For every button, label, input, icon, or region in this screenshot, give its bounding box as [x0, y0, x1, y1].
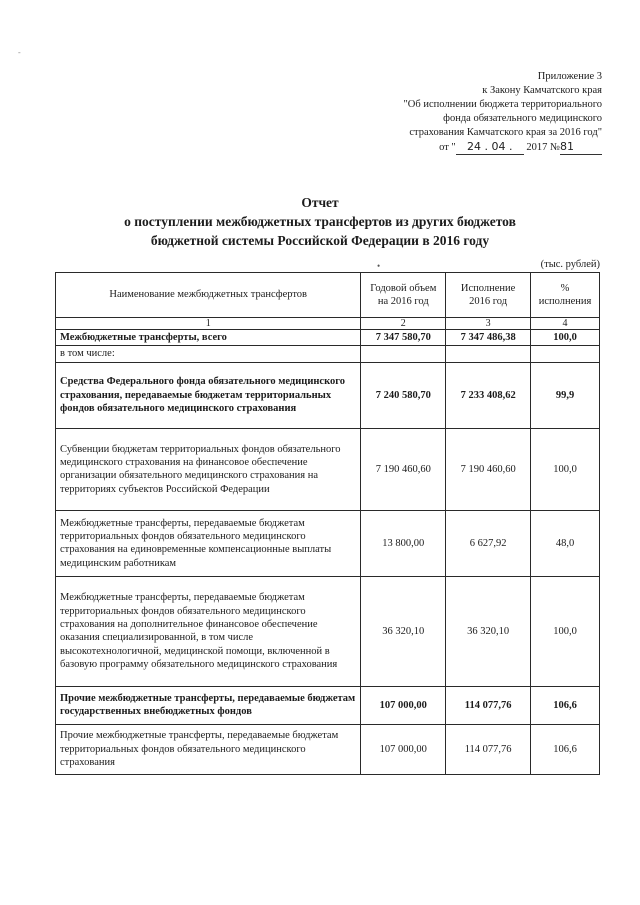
row-percent: 100,0 [531, 576, 600, 686]
units-label: (тыс. рублей) [540, 259, 600, 270]
row-plan: 36 320,10 [361, 576, 446, 686]
table-row-compensation [56, 510, 600, 576]
col-number-1: 1 [56, 318, 361, 330]
row-actual: 36 320,10 [446, 576, 531, 686]
row-actual: 114 077,76 [446, 724, 531, 774]
row-plan: 7 347 580,70 [361, 330, 446, 346]
date-prefix: от " [439, 142, 456, 153]
row-plan: 13 800,00 [361, 510, 446, 576]
row-percent: 106,6 [531, 686, 600, 724]
row-name: Межбюджетные трансферты, всего [56, 330, 361, 346]
row-actual: 6 627,92 [446, 510, 531, 576]
row-name: Межбюджетные трансферты, передаваемые бюджетам территориальных фондов обязательного медицинского страхования на единовременные компенсационные выплаты медицинским работникам [56, 510, 361, 576]
row-name: Средства Федерального фонда обязательного медицинского страхования, передаваемые бюджетам территориальных фондов обязательного медицинского страхования [56, 362, 361, 428]
date-handwritten: 24 . 04 . [456, 140, 524, 155]
table-row-specialized-care [56, 576, 600, 686]
row-actual: 7 233 408,62 [446, 362, 531, 428]
row-name: Прочие межбюджетные трансферты, передаваемые бюджетам государственных внебюджетных фондов [56, 686, 361, 724]
law-title-line-1: "Об исполнении бюджета территориального [403, 99, 602, 110]
table-row-other-state-funds [56, 686, 600, 724]
row-name: Межбюджетные трансферты, передаваемые бюджетам территориальных фондов обязательного медицинского страхования на дополнительное финансовое обеспечение оказания специализированной, в том числе высокотехнологичной, медицинской помощи, включенной в базовую программу обязательного медицинского страхования [56, 576, 361, 686]
row-actual: 114 077,76 [446, 686, 531, 724]
law-title-line-2: фонда обязательного медицинского [443, 113, 602, 124]
row-plan: 7 240 580,70 [361, 362, 446, 428]
col-header-name: Наименование межбюджетных трансфертов [56, 273, 361, 318]
scan-dot: • [377, 261, 381, 271]
row-name: Субвенции бюджетам территориальных фондов обязательного медицинского страхования на финансовое обеспечение организации обязательного медицинского страхования на территориях субъектов Российской Федерации [56, 428, 361, 510]
table-row-total [56, 330, 600, 346]
table-row-other-territorial-funds [56, 724, 600, 774]
row-name: в том числе: [56, 346, 361, 362]
transfers-table [55, 272, 600, 775]
appendix-block [322, 70, 602, 155]
law-number-handwritten: 81 [560, 140, 602, 155]
row-name: Прочие межбюджетные трансферты, передаваемые бюджетам территориальных фондов обязательного медицинского страхования [56, 724, 361, 774]
row-percent: 106,6 [531, 724, 600, 774]
scan-mark: - [18, 48, 21, 57]
row-plan: 7 190 460,60 [361, 428, 446, 510]
column-number-row [56, 318, 600, 330]
row-plan: 107 000,00 [361, 686, 446, 724]
table-header-row [56, 273, 600, 318]
year-number-label: 2017 № [526, 142, 560, 153]
table-row-subventions [56, 428, 600, 510]
table-row-including [56, 346, 600, 362]
row-actual: 7 347 486,38 [446, 330, 531, 346]
row-percent: 100,0 [531, 428, 600, 510]
col-header-plan: Годовой объем на 2016 год [361, 273, 446, 318]
law-reference: к Закону Камчатского края [482, 85, 602, 96]
col-number-2: 2 [361, 318, 446, 330]
row-percent: 99,9 [531, 362, 600, 428]
title-line-1: Отчет [301, 195, 339, 210]
col-number-3: 3 [446, 318, 531, 330]
col-header-actual: Исполнение 2016 год [446, 273, 531, 318]
appendix-number: Приложение 3 [537, 71, 602, 82]
title-line-2: о поступлении межбюджетных трансфертов из других бюджетов [124, 214, 516, 229]
row-percent: 100,0 [531, 330, 600, 346]
title-line-3: бюджетной системы Российской Федерации в 2016 году [150, 233, 490, 248]
col-number-4: 4 [531, 318, 600, 330]
report-title [0, 193, 640, 250]
table-row-federal-fund [56, 362, 600, 428]
row-percent: 48,0 [531, 510, 600, 576]
row-actual: 7 190 460,60 [446, 428, 531, 510]
law-title-line-3: страхования Камчатского края за 2016 год" [409, 127, 602, 138]
row-plan: 107 000,00 [361, 724, 446, 774]
col-header-percent: % исполнения [531, 273, 600, 318]
law-date-line [322, 140, 602, 155]
